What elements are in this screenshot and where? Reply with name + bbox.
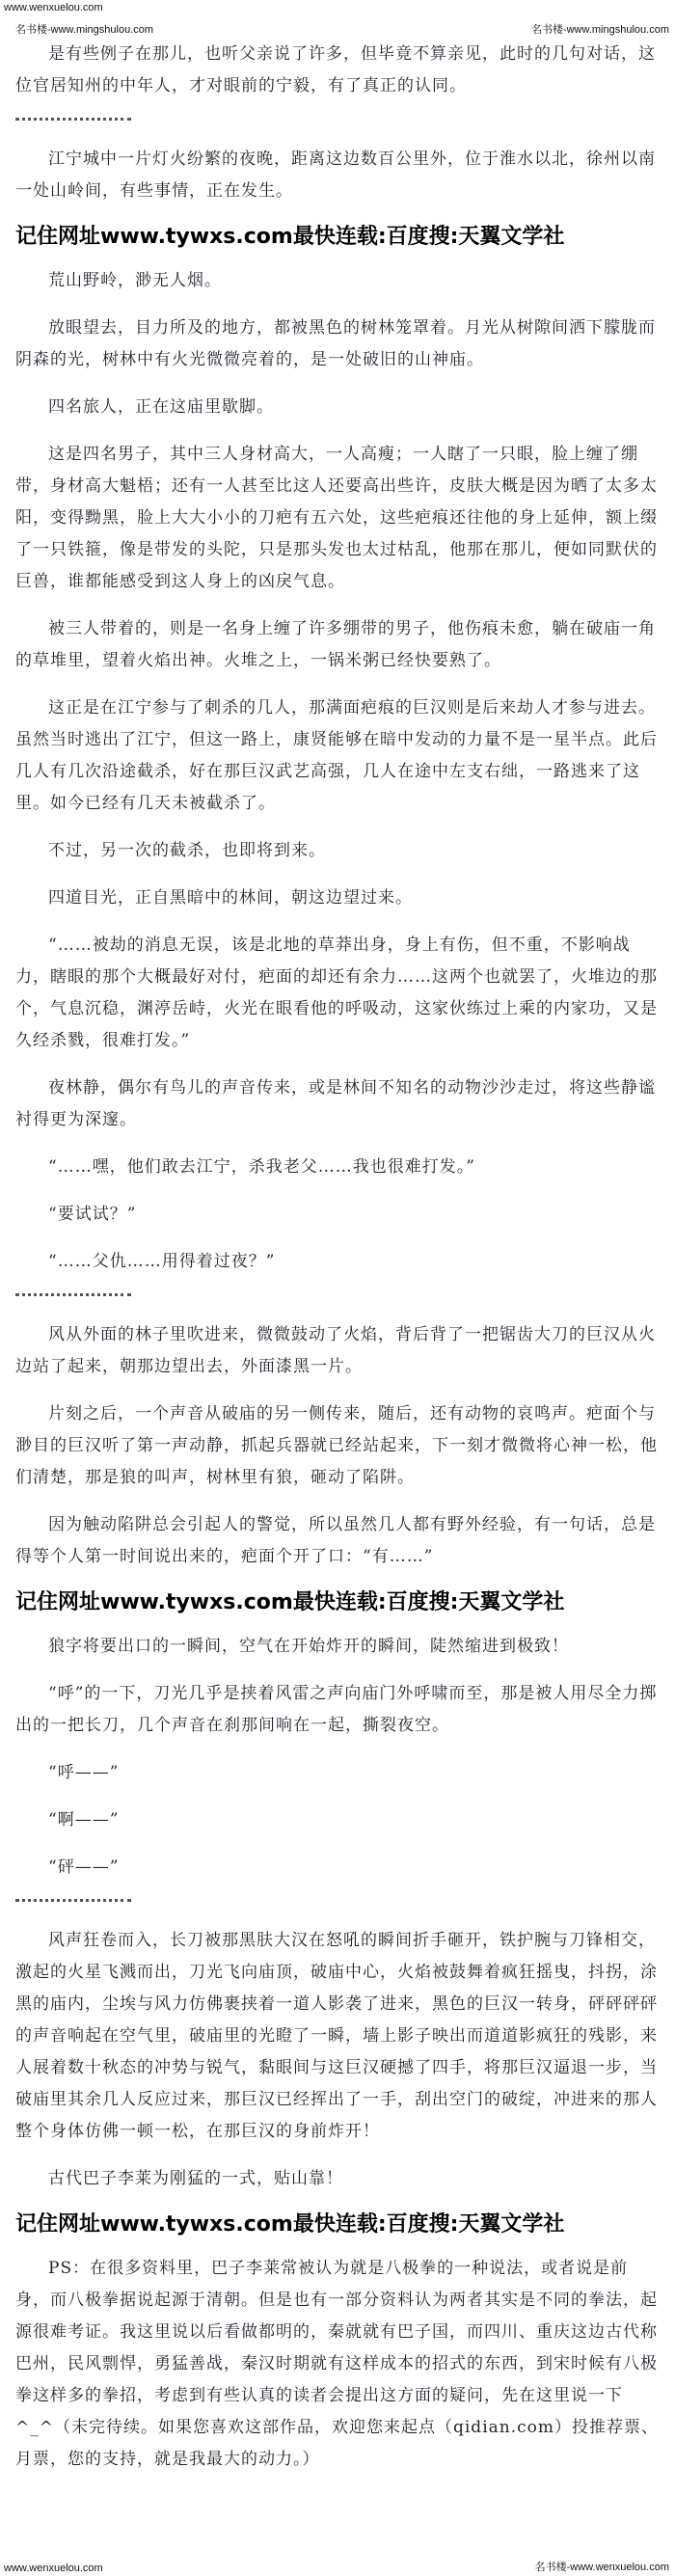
story-paragraph: 因为触动陷阱总会引起人的警觉，所以虽然几人都有野外经验，有一句话，总是得等个人第一时间说出来的，疤面个开了口：“有……”	[15, 1515, 656, 1566]
watermark-bottom-right: 名书楼-www.wenxuelou.com	[534, 2562, 669, 2573]
ad-banner-text: 记住网址www.tywxs.com最快连载:百度搜:天翼文学社	[15, 225, 565, 249]
section-separator	[15, 1899, 131, 1902]
story-paragraph: 风声狂卷而入，长刀被那黑肤大汉在怒吼的瞬间折手砸开，铁护腕与刀锋相交，激起的火星飞溅而出，刀光飞向庙顶，破庙中心，火焰被鼓舞着疯狂摇曳，抖拐，涂黑的庙内，尘埃与风力仿佛裹挟着一道人影袭了进来，黑色的巨汉一转身，砰砰砰砰的声音响起在空气里，破庙里的光瞪了一瞬，墙上影子映出而道道影疯狂的残影，来人展着数十秋态的冲势与锐气，黏眼间与这巨汉硬撼了四手，将那巨汉逼退一步，当破庙里其余几人反应过来，那巨汉已经挥出了一手，刮出空门的破绽，冲进来的那人整个身体仿佛一顿一松，在那巨汉的身前炸开！	[15, 1931, 658, 2141]
watermark-right: 名书楼-www.mingshulou.com	[530, 24, 669, 36]
watermark-bottom-left: www.wenxuelou.com	[4, 2562, 103, 2574]
section-separator	[15, 118, 131, 121]
story-paragraph: 不过，另一次的截杀，也即将到来。	[48, 841, 326, 860]
story-paragraph: 放眼望去，目力所及的地方，都被黑色的树林笼罩着。月光从树隙间洒下朦胧而阴森的光，树林中有火光微微亮着的，是一处破旧的山神庙。	[15, 318, 656, 369]
story-paragraph: 被三人带着的，则是一名身上缠了许多绷带的男子，他伤痕未愈，躺在破庙一角的草堆里，望着火焰出神。火堆之上，一锅米粥已经快要熟了。	[15, 619, 656, 670]
story-paragraph: 荒山野岭，渺无人烟。	[48, 271, 222, 290]
section-separator	[15, 1293, 131, 1296]
story-paragraph: 片刻之后，一个声音从破庙的另一侧传来，随后，还有动物的哀鸣声。疤面个与渺目的巨汉听了第一声动静，抓起兵器就已经站起来，下一刻才微微将心神一松，他们清楚，那是狼的叫声，树林里有狼，砸动了陷阱。	[15, 1404, 658, 1487]
story-paragraph: 这是四名男子，其中三人身材高大，一人高瘦；一人瞎了一只眼，脸上缠了绷带，身材高大魁梧；还有一人甚至比这人还要高出些许，皮肤大概是因为晒了太多太阳，变得黝黑，脸上大大小小的刀疤有五六处，这些疤痕还往他的身上延伸，额上缀了一只铁箍，像是带发的头陀，只是那头发也太过枯乱，他那在那儿，便如同默伏的巨兽，谁都能感受到这人身上的凶戾气息。	[15, 445, 658, 591]
ad-banner-text: 记住网址www.tywxs.com最快连载:百度搜:天翼文学社	[15, 2212, 565, 2237]
story-paragraph: 狼字将要出口的一瞬间，空气在开始炸开的瞬间，陡然缩进到极致！	[48, 1637, 569, 1656]
dialogue-line: “要试试？”	[48, 1205, 137, 1224]
dialogue-line: “……父仇……用得着过夜？”	[48, 1252, 276, 1271]
dialogue-line: “呼——”	[48, 1763, 120, 1782]
story-paragraph: 是有些例子在那儿，也听父亲说了许多，但毕竟不算亲见，此时的几句对话，这位官居知州的中年人，才对眼前的宁毅，有了真正的认同。	[15, 44, 656, 95]
ad-banner-text: 记住网址www.tywxs.com最快连载:百度搜:天翼文学社	[15, 1590, 565, 1614]
story-paragraph: 四道目光，正自黑暗中的林间，朝这边望过来。	[48, 888, 413, 908]
story-paragraph: 夜林静，偶尔有鸟儿的声音传来，或是林间不知名的动物沙沙走过，将这些静谧衬得更为深邃。	[15, 1078, 656, 1129]
story-paragraph: 这正是在江宁参与了刺杀的几人，那满面疤痕的巨汉则是后来劫人才参与进去。虽然当时逃出了江宁，但这一路上，康贤能够在暗中发动的力量不是一星半点。此后几人有几次沿途截杀，好在那巨汉武艺高强，几人在途中左支右绌，一路逃来了这里。如今已经有几天未被截杀了。	[15, 698, 658, 813]
story-paragraph: “呼”的一下，刀光几乎是挟着风雷之声向庙门外呼啸而至，那是被人用尽全力掷出的一把长刀，几个声音在刹那间响在一起，撕裂夜空。	[15, 1684, 658, 1735]
dialogue-line: “砰——”	[48, 1857, 120, 1877]
dialogue-line: “……嘿，他们敢去江宁，杀我老父……我也很难打发。”	[48, 1157, 475, 1177]
story-paragraph: PS：在很多资料里，巴子李莱常被认为就是八极拳的一种说法，或者说是前身，而八极拳据说起源于清朝。但是也有一部分资料认为两者其实是不同的拳法，起源很难考证。我这里说以后看做都明的，秦就就有巴子国，而四川、重庆这边古代称巴州，民风剽悍，勇猛善战，秦汉时期就有这样成本的招式的东西，到宋时候有八极拳这样多的拳招，考虑到有些认真的读者会提出这方面的疑问，先在这里说一下^_^（未完待续。如果您喜欢这部作品，欢迎您来起点（qidian.com）投推荐票、月票，您的支持，就是我最大的动力。）	[15, 2259, 659, 2469]
chapter-text	[15, 39, 660, 2537]
story-paragraph: 风从外面的林子里吹进来，微微鼓动了火焰，背后背了一把锯齿大刀的巨汉从火边站了起来，朝那边望出去，外面漆黑一片。	[15, 1325, 656, 1376]
dialogue-line: “啊——”	[48, 1810, 120, 1830]
story-paragraph: 江宁城中一片灯火纷繁的夜晚，距离这边数百公里外，位于淮水以北，徐州以南一处山岭间，有些事情，正在发生。	[15, 149, 656, 201]
story-paragraph: “……被劫的消息无误，该是北地的草莽出身，身上有伤，但不重，不影响战力，瞎眼的那个大概最好对付，疤面的却还有余力……这两个也就罢了，火堆边的那个，气息沉稳，渊渟岳峙，火光在眼看他的呼吸动，这家伙练过上乘的内家功，又是久经杀戮，很难打发。”	[15, 935, 658, 1050]
watermark-mid-left: 名书楼-www.mingshulou.com	[15, 24, 154, 36]
story-paragraph: 古代巴子李莱为刚猛的一式，贴山靠！	[48, 2169, 343, 2188]
story-paragraph: 四名旅人，正在这庙里歇脚。	[48, 397, 274, 417]
watermark-top-left: www.wenxuelou.com	[4, 2, 103, 14]
